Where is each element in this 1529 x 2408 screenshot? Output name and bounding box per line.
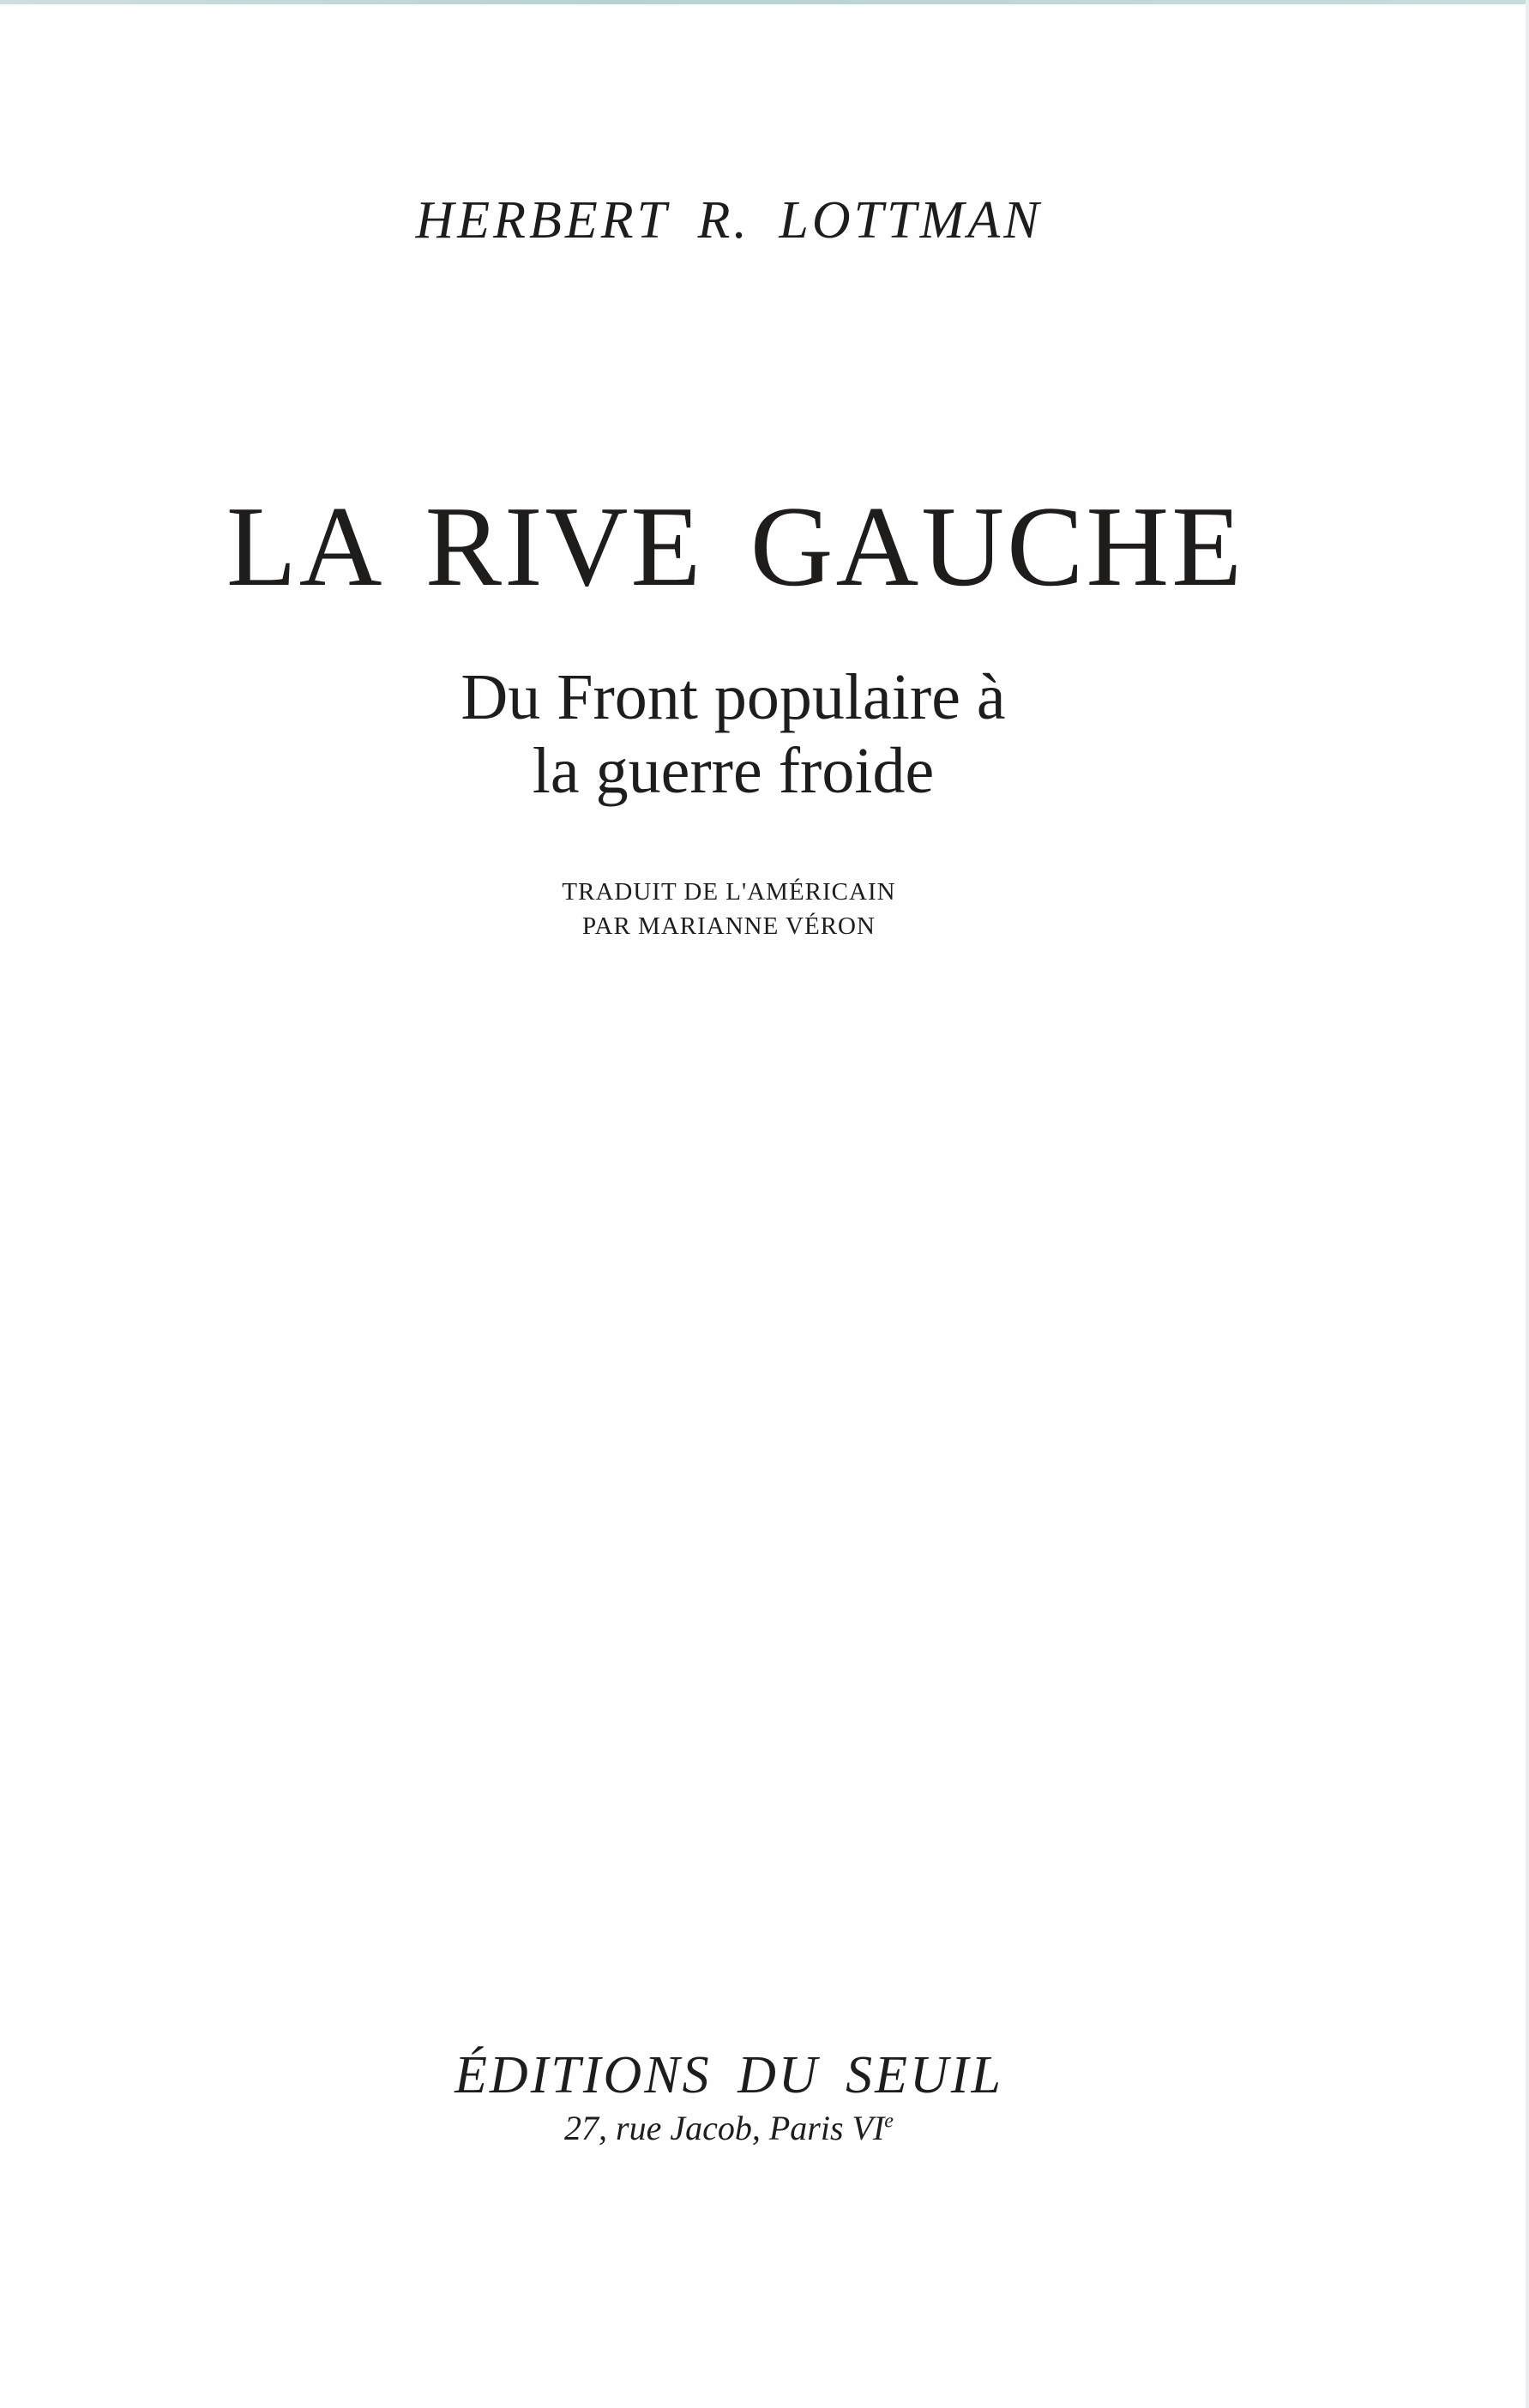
page-right-edge: [1526, 0, 1529, 2408]
publisher-name: ÉDITIONS DU SEUIL: [454, 2046, 1003, 2104]
publisher-address: [0, 2108, 1458, 2148]
page-top-edge: [0, 0, 1529, 4]
translation-credit: [0, 875, 1458, 943]
translation-line-2: PAR MARIANNE VÉRON: [582, 912, 876, 940]
publisher-address-superscript: e: [884, 2110, 894, 2133]
subtitle-line-2: la guerre froide: [532, 735, 935, 807]
book-subtitle: [0, 660, 1466, 808]
translation-line-1: TRADUIT DE L'AMÉRICAIN: [562, 878, 896, 906]
book-title: LA RIVE GAUCHE: [226, 483, 1245, 610]
author-name: HERBERT R. LOTTMAN: [415, 191, 1043, 250]
subtitle-line-1: Du Front populaire à: [461, 661, 1006, 733]
publisher-address-text: 27, rue Jacob, Paris VI: [564, 2109, 885, 2147]
